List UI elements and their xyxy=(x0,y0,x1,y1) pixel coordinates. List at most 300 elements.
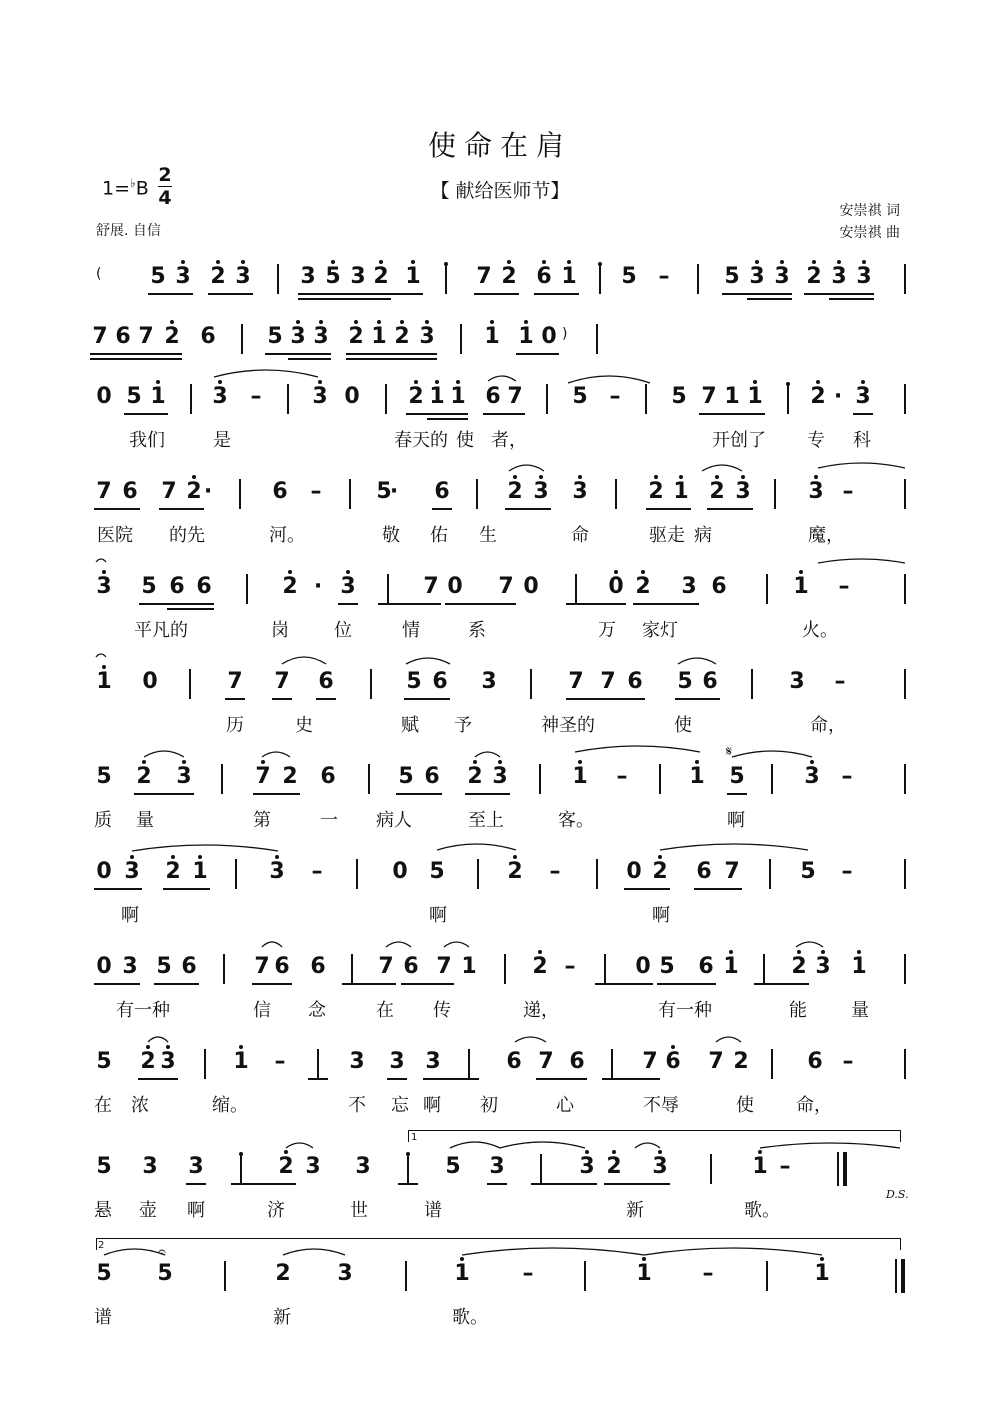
note: 7 xyxy=(538,1049,554,1074)
barline xyxy=(774,479,776,509)
note: 3 xyxy=(355,1154,371,1179)
lyric: 医院 xyxy=(97,525,133,546)
note: 1 xyxy=(428,382,446,412)
note: 6 xyxy=(320,764,336,789)
note: 5 xyxy=(677,669,693,694)
barline xyxy=(710,1154,712,1184)
octave-dot xyxy=(513,475,517,479)
octave-dot xyxy=(192,475,196,479)
note: 6 xyxy=(702,669,718,694)
beam-underline xyxy=(722,293,792,295)
barline xyxy=(904,669,906,699)
note: 5 xyxy=(126,384,142,409)
note: 1 xyxy=(483,322,501,352)
beam-underline xyxy=(754,983,809,985)
octave-dot xyxy=(241,260,245,264)
lyric: 是 xyxy=(213,430,231,451)
note: 6 xyxy=(122,479,138,504)
slur xyxy=(386,942,411,947)
note: 2 xyxy=(164,857,182,887)
octave-dot xyxy=(642,1257,646,1261)
lyric: 啊 xyxy=(423,1095,441,1116)
octave-dot xyxy=(102,665,106,669)
octave-dot xyxy=(490,320,494,324)
barline xyxy=(615,479,617,509)
lyric: 专 xyxy=(807,430,825,451)
lyric: 初 xyxy=(480,1095,498,1116)
note: 0 xyxy=(523,574,539,599)
note: 3 xyxy=(289,322,307,352)
octave-dot xyxy=(797,950,801,954)
barline xyxy=(240,1154,242,1184)
beam-underline xyxy=(602,1078,660,1080)
barline xyxy=(769,859,771,889)
octave-dot xyxy=(542,260,546,264)
slur xyxy=(760,1143,900,1148)
barline xyxy=(766,1261,768,1291)
lyric: 河。 xyxy=(269,525,305,546)
note: 5 xyxy=(96,1261,112,1286)
lyric: 啊 xyxy=(727,810,745,831)
octave-dot xyxy=(578,475,582,479)
slur xyxy=(488,376,516,381)
lyric: 平凡的 xyxy=(134,620,188,641)
dash: – xyxy=(702,1261,714,1286)
lyric: 不 xyxy=(348,1095,366,1116)
note: 6 xyxy=(196,574,212,599)
lyric: 的先 xyxy=(169,525,205,546)
lyric: 命， xyxy=(796,1095,832,1116)
lyric: 在 xyxy=(94,1095,112,1116)
octave-dot xyxy=(814,475,818,479)
note: 5 xyxy=(96,764,112,789)
slur xyxy=(214,370,318,377)
note: 3 xyxy=(350,264,366,289)
beam-underline xyxy=(829,298,874,300)
octave-dot xyxy=(821,950,825,954)
octave-dot xyxy=(507,260,511,264)
octave-dot xyxy=(780,260,784,264)
barline xyxy=(787,384,789,414)
open-paren: ( xyxy=(96,266,102,282)
barline xyxy=(235,859,237,889)
note: 6 xyxy=(181,954,197,979)
slur xyxy=(96,654,106,657)
lyric: 火。 xyxy=(802,620,838,641)
slur xyxy=(515,1037,546,1042)
octave-dot xyxy=(786,382,790,386)
note: 2 xyxy=(139,1047,157,1077)
slur xyxy=(818,559,905,563)
beam-underline xyxy=(298,298,391,300)
beam-underline xyxy=(159,508,204,510)
note: 1 xyxy=(792,572,810,602)
slur xyxy=(509,465,544,471)
octave-dot xyxy=(695,760,699,764)
note: 2 xyxy=(805,262,823,292)
note: 5 xyxy=(445,1154,461,1179)
octave-dot xyxy=(102,570,106,574)
beam-underline xyxy=(727,793,747,795)
beam-underline xyxy=(445,603,516,605)
lyric: 历 xyxy=(226,715,244,736)
beam-underline xyxy=(124,413,168,415)
note: 7 xyxy=(254,954,270,979)
note: 6 xyxy=(698,954,714,979)
slur xyxy=(716,1037,741,1042)
octave-dot xyxy=(379,260,383,264)
note: 6 xyxy=(310,954,326,979)
note: 3 xyxy=(211,382,229,412)
beam-underline xyxy=(134,793,194,795)
note: 3 xyxy=(651,1152,669,1182)
volta-2-number: 2 xyxy=(98,1240,105,1251)
note: 1 xyxy=(751,1152,769,1182)
barline xyxy=(697,264,699,294)
note: 7 xyxy=(274,669,290,694)
barline xyxy=(596,324,598,354)
barline xyxy=(370,669,372,699)
beam-underline xyxy=(474,293,519,295)
octave-dot xyxy=(261,760,265,764)
beam-underline xyxy=(139,603,214,605)
octave-dot xyxy=(142,760,146,764)
beam-underline xyxy=(338,603,358,605)
beam-underline xyxy=(186,1183,206,1185)
lyric: 一 xyxy=(320,810,338,831)
slur xyxy=(444,942,469,947)
note: 7 xyxy=(498,574,514,599)
lyric: 质 xyxy=(94,810,112,831)
slur xyxy=(575,746,700,752)
barline xyxy=(539,764,541,794)
beam-underline xyxy=(566,698,645,700)
octave-dot xyxy=(182,760,186,764)
beam-underline xyxy=(853,413,873,415)
lyric: 新 xyxy=(626,1200,644,1221)
note: 3 xyxy=(234,262,252,292)
barline xyxy=(468,1049,470,1079)
note: 1 xyxy=(232,1047,250,1077)
lyric: 世 xyxy=(350,1200,368,1221)
time-signature xyxy=(158,164,172,209)
dash: – xyxy=(838,574,850,599)
lyricist-credit: 安崇祺 词 xyxy=(839,203,900,219)
beam-underline xyxy=(406,413,468,415)
note: 7 xyxy=(92,324,108,349)
note: 3 xyxy=(855,262,873,292)
final-barline xyxy=(837,1152,847,1186)
note: 3 xyxy=(311,382,329,412)
barline xyxy=(659,764,661,794)
octave-dot xyxy=(498,760,502,764)
note: 2 xyxy=(163,322,181,352)
lyric: 命 xyxy=(571,525,589,546)
beam-underline xyxy=(154,983,199,985)
beam-underline xyxy=(694,888,742,890)
octave-dot xyxy=(741,475,745,479)
lyric: 不辱 xyxy=(643,1095,679,1116)
note: 7 xyxy=(701,384,717,409)
octave-dot xyxy=(181,260,185,264)
octave-dot xyxy=(729,950,733,954)
note: 2 xyxy=(277,1152,295,1182)
octave-dot xyxy=(444,262,448,266)
note: 2 xyxy=(647,477,665,507)
note: 7 xyxy=(724,859,740,884)
beam-underline xyxy=(346,358,437,360)
octave-dot xyxy=(146,1045,150,1049)
note: 6 xyxy=(485,384,501,409)
key-prefix: 1= xyxy=(102,177,131,200)
lyric: 济 xyxy=(267,1200,285,1221)
octave-dot xyxy=(130,855,134,859)
lyric: 史 xyxy=(295,715,313,736)
beam-underline xyxy=(252,983,292,985)
barline xyxy=(546,384,548,414)
note: 1 xyxy=(672,477,690,507)
barline xyxy=(405,1261,407,1291)
slur xyxy=(796,942,823,947)
note: 6 xyxy=(432,669,448,694)
note: 3 xyxy=(491,762,509,792)
beam-underline xyxy=(404,698,450,700)
beam-underline xyxy=(699,413,765,415)
lyric: 魔， xyxy=(808,525,844,546)
octave-dot xyxy=(658,855,662,859)
beam-underline xyxy=(398,1183,418,1185)
octave-dot xyxy=(513,855,517,859)
lyric: 使 xyxy=(674,715,692,736)
octave-dot xyxy=(406,1152,410,1156)
beam-underline xyxy=(148,293,193,295)
note: 0 xyxy=(392,859,408,884)
lyric: 谱 xyxy=(94,1307,112,1328)
lyric: 病 xyxy=(694,525,712,546)
note: 7 xyxy=(423,574,439,599)
lyric: 者， xyxy=(491,430,527,451)
lyric: 有一种 xyxy=(116,1000,170,1021)
note: 5 xyxy=(671,384,687,409)
dash: – xyxy=(841,764,853,789)
lyric: 啊 xyxy=(429,905,447,926)
song-title: 使命在肩 xyxy=(427,129,572,162)
note: 2 xyxy=(500,262,518,292)
note: 1 xyxy=(635,1259,653,1289)
beam-underline xyxy=(747,298,792,300)
lyric: 浓 xyxy=(131,1095,149,1116)
note: 0 xyxy=(142,669,158,694)
note: 2 xyxy=(393,322,411,352)
volta-bracket xyxy=(96,1238,97,1250)
lyric: 我们 xyxy=(129,430,165,451)
barline xyxy=(584,1261,586,1291)
note: 1 xyxy=(850,952,868,982)
note: 2 xyxy=(790,952,808,982)
note: 3 xyxy=(854,382,872,412)
note: 3 xyxy=(789,669,805,694)
augmentation-dot: · xyxy=(389,479,399,504)
note: 5 xyxy=(429,859,445,884)
lyric: 歌。 xyxy=(452,1307,488,1328)
note: 6 xyxy=(711,574,727,599)
lyric: 啊 xyxy=(187,1200,205,1221)
note: 7 xyxy=(568,669,584,694)
barline xyxy=(239,479,241,509)
dash: – xyxy=(549,859,561,884)
octave-dot xyxy=(460,1257,464,1261)
note: 1 xyxy=(149,382,167,412)
lyric: 缩。 xyxy=(212,1095,248,1116)
lyric: 使 xyxy=(736,1095,754,1116)
octave-dot xyxy=(861,380,865,384)
barline xyxy=(599,264,601,294)
note: 3 xyxy=(571,477,589,507)
note: 3 xyxy=(123,857,141,887)
note: 7 xyxy=(254,762,272,792)
note: 3 xyxy=(532,477,550,507)
dash: – xyxy=(779,1154,791,1179)
beam-underline xyxy=(675,698,720,700)
flat-symbol: ♭ xyxy=(130,176,136,190)
dash: – xyxy=(842,479,854,504)
barline xyxy=(771,764,773,794)
beam-underline xyxy=(90,358,182,360)
octave-dot xyxy=(473,760,477,764)
beam-underline xyxy=(208,293,253,295)
note: 2 xyxy=(185,477,203,507)
lyric: 生 xyxy=(479,525,497,546)
barline xyxy=(604,954,606,984)
note: 0 xyxy=(96,859,112,884)
barline xyxy=(904,264,906,294)
octave-dot xyxy=(319,320,323,324)
lyric: 情 xyxy=(402,620,420,641)
dash: – xyxy=(564,954,576,979)
note: 3 xyxy=(578,1152,596,1182)
note: 3 xyxy=(425,1049,441,1074)
volta-bracket xyxy=(408,1130,900,1131)
beam-underline xyxy=(342,983,396,985)
augmentation-dot: · xyxy=(313,574,323,599)
song-subtitle: 【 献给医师节】 xyxy=(430,180,570,202)
octave-dot xyxy=(862,260,866,264)
barline xyxy=(349,479,351,509)
dash: – xyxy=(310,479,322,504)
barline xyxy=(904,764,906,794)
barline xyxy=(904,384,906,414)
note: 6 xyxy=(664,1047,682,1077)
note: 1 xyxy=(404,262,422,292)
beam-underline xyxy=(225,698,245,700)
note: 5 xyxy=(621,264,637,289)
lyric: 敬 xyxy=(382,525,400,546)
slur xyxy=(818,463,905,468)
lyric: 神圣的 xyxy=(541,715,595,736)
note: 2 xyxy=(372,262,390,292)
note: 3 xyxy=(174,262,192,292)
note: 2 xyxy=(407,382,425,412)
lyric: 位 xyxy=(334,620,352,641)
note: 0 xyxy=(96,954,112,979)
lyric: 病人 xyxy=(376,810,412,831)
note: 1 xyxy=(453,1259,471,1289)
note: 3 xyxy=(814,952,832,982)
beam-underline xyxy=(396,793,442,795)
note: 6 xyxy=(807,1049,823,1074)
slur xyxy=(702,465,742,471)
note: 2 xyxy=(708,477,726,507)
octave-dot xyxy=(239,1045,243,1049)
barline xyxy=(407,1154,409,1184)
lyric: 命， xyxy=(810,715,846,736)
beam-underline xyxy=(432,508,452,510)
beam-underline xyxy=(646,508,691,510)
note: 2 xyxy=(651,857,669,887)
note: 3 xyxy=(339,572,357,602)
note: 6 xyxy=(169,574,185,599)
octave-dot xyxy=(658,1150,662,1154)
note: 3 xyxy=(337,1261,353,1286)
slur xyxy=(678,658,716,664)
lyric: 万 xyxy=(598,620,616,641)
beam-underline xyxy=(94,508,140,510)
note: 7 xyxy=(161,479,177,504)
octave-dot xyxy=(400,320,404,324)
slur xyxy=(96,559,106,562)
beam-underline xyxy=(536,1078,587,1080)
octave-dot xyxy=(296,320,300,324)
volta-bracket xyxy=(408,1130,409,1142)
octave-dot xyxy=(755,260,759,264)
lyric: 科 xyxy=(853,430,871,451)
barline xyxy=(771,1049,773,1079)
note: 3 xyxy=(349,1049,365,1074)
note: 1 xyxy=(517,322,535,352)
octave-dot xyxy=(216,260,220,264)
dash: – xyxy=(250,384,262,409)
octave-dot xyxy=(218,380,222,384)
note: 3 xyxy=(175,762,193,792)
beam-underline xyxy=(483,413,525,415)
octave-dot xyxy=(820,1257,824,1261)
note: 5 xyxy=(572,384,588,409)
beam-underline xyxy=(487,1183,507,1185)
beam-underline xyxy=(378,603,441,605)
octave-dot xyxy=(837,260,841,264)
note: 1 xyxy=(813,1259,831,1289)
lyric: 岗 xyxy=(271,620,289,641)
lyric: 新 xyxy=(273,1307,291,1328)
note: 6 xyxy=(627,669,643,694)
beam-underline xyxy=(288,358,331,360)
note: 3 xyxy=(748,262,766,292)
octave-dot xyxy=(288,570,292,574)
slur xyxy=(104,1249,165,1255)
augmentation-dot: · xyxy=(833,384,843,409)
slur xyxy=(660,844,808,850)
note: 3 xyxy=(681,574,697,599)
note: 6 xyxy=(318,669,334,694)
note: 7 xyxy=(642,1049,658,1074)
barline xyxy=(596,859,598,889)
fermata: 𝄐 xyxy=(158,1244,166,1260)
beam-underline xyxy=(633,603,699,605)
segno-sign: 𝄋 xyxy=(726,744,733,760)
note: 5 xyxy=(96,1049,112,1074)
barline xyxy=(530,669,532,699)
lyric: 忘 xyxy=(391,1095,409,1116)
